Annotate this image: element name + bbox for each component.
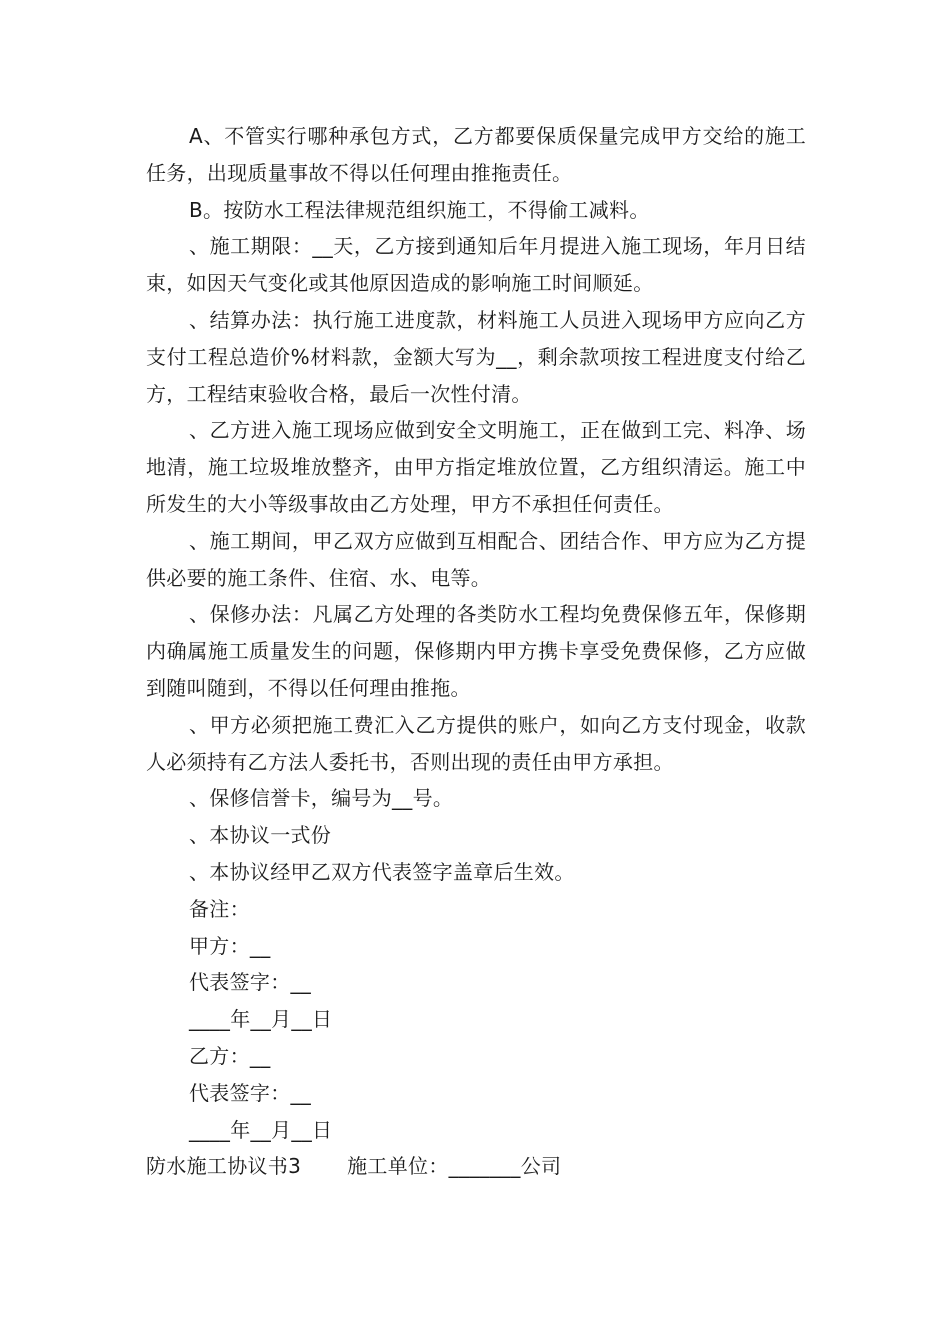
line-party-b-signature: 代表签字：__	[189, 1080, 312, 1105]
paragraph-payment: 、甲方必须把施工费汇入乙方提供的账户，如向乙方支付现金，收款人必须持有乙方法人委托书，否则出现的责任由甲方承担。	[146, 712, 806, 774]
line-warranty-card: 、保修信誉卡，编号为__号。	[189, 786, 454, 811]
paragraph-cooperation: 、施工期间，甲乙双方应做到互相配合、团结合作、甲方应为乙方提供必要的施工条件、住宿、水、电等。	[146, 528, 806, 590]
paragraph-warranty: 、保修办法：凡属乙方处理的各类防水工程均免费保修五年，保修期内确属施工质量发生的问题，保修期内甲方携卡享受免费保修，乙方应做到随叫随到，不得以任何理由推拖。	[146, 602, 806, 700]
footer-unit: 施工单位：_______公司	[347, 1154, 562, 1179]
line-remarks: 备注：	[189, 896, 250, 921]
paragraph-a: A、不管实行哪种承包方式，乙方都要保质保量完成甲方交给的施工任务，出现质量事故不得以任何理由推拖责任。	[146, 124, 806, 185]
paragraph-safety: 、乙方进入施工现场应做到安全文明施工，正在做到工完、料净、场地清，施工垃圾堆放整齐，由甲方指定堆放位置，乙方组织清运。施工中所发生的大小等级事故由乙方处理，甲方不承担任何责任。	[146, 418, 806, 516]
paragraph-settlement: 、结算办法：执行施工进度款，材料施工人员进入现场甲方应向乙方支付工程总造价%材料款，金额大写为__，剩余款项按工程进度支付给乙方，工程结束验收合格，最后一次性付清。	[146, 307, 806, 406]
line-effective: 、本协议经甲乙双方代表签字盖章后生效。	[189, 859, 575, 884]
line-party-b-date: ____年__月__日	[189, 1117, 333, 1142]
paragraph-b: B。按防水工程法律规范组织施工，不得偷工减料。	[189, 197, 650, 222]
line-copies: 、本协议一式份	[189, 823, 332, 848]
line-party-a-signature: 代表签字：__	[189, 970, 312, 995]
paragraph-construction-period: 、施工期限：__天，乙方接到通知后年月提进入施工现场，年月日结束，如因天气变化或其他原因造成的影响施工时间顺延。	[146, 234, 806, 296]
line-party-b: 乙方：__	[189, 1043, 271, 1068]
line-party-a-date: ____年__月__日	[189, 1007, 333, 1032]
document-body	[146, 118, 806, 1185]
line-party-a: 甲方：__	[189, 933, 271, 958]
footer-line	[146, 1148, 806, 1185]
footer-title: 防水施工协议书3	[146, 1154, 302, 1179]
